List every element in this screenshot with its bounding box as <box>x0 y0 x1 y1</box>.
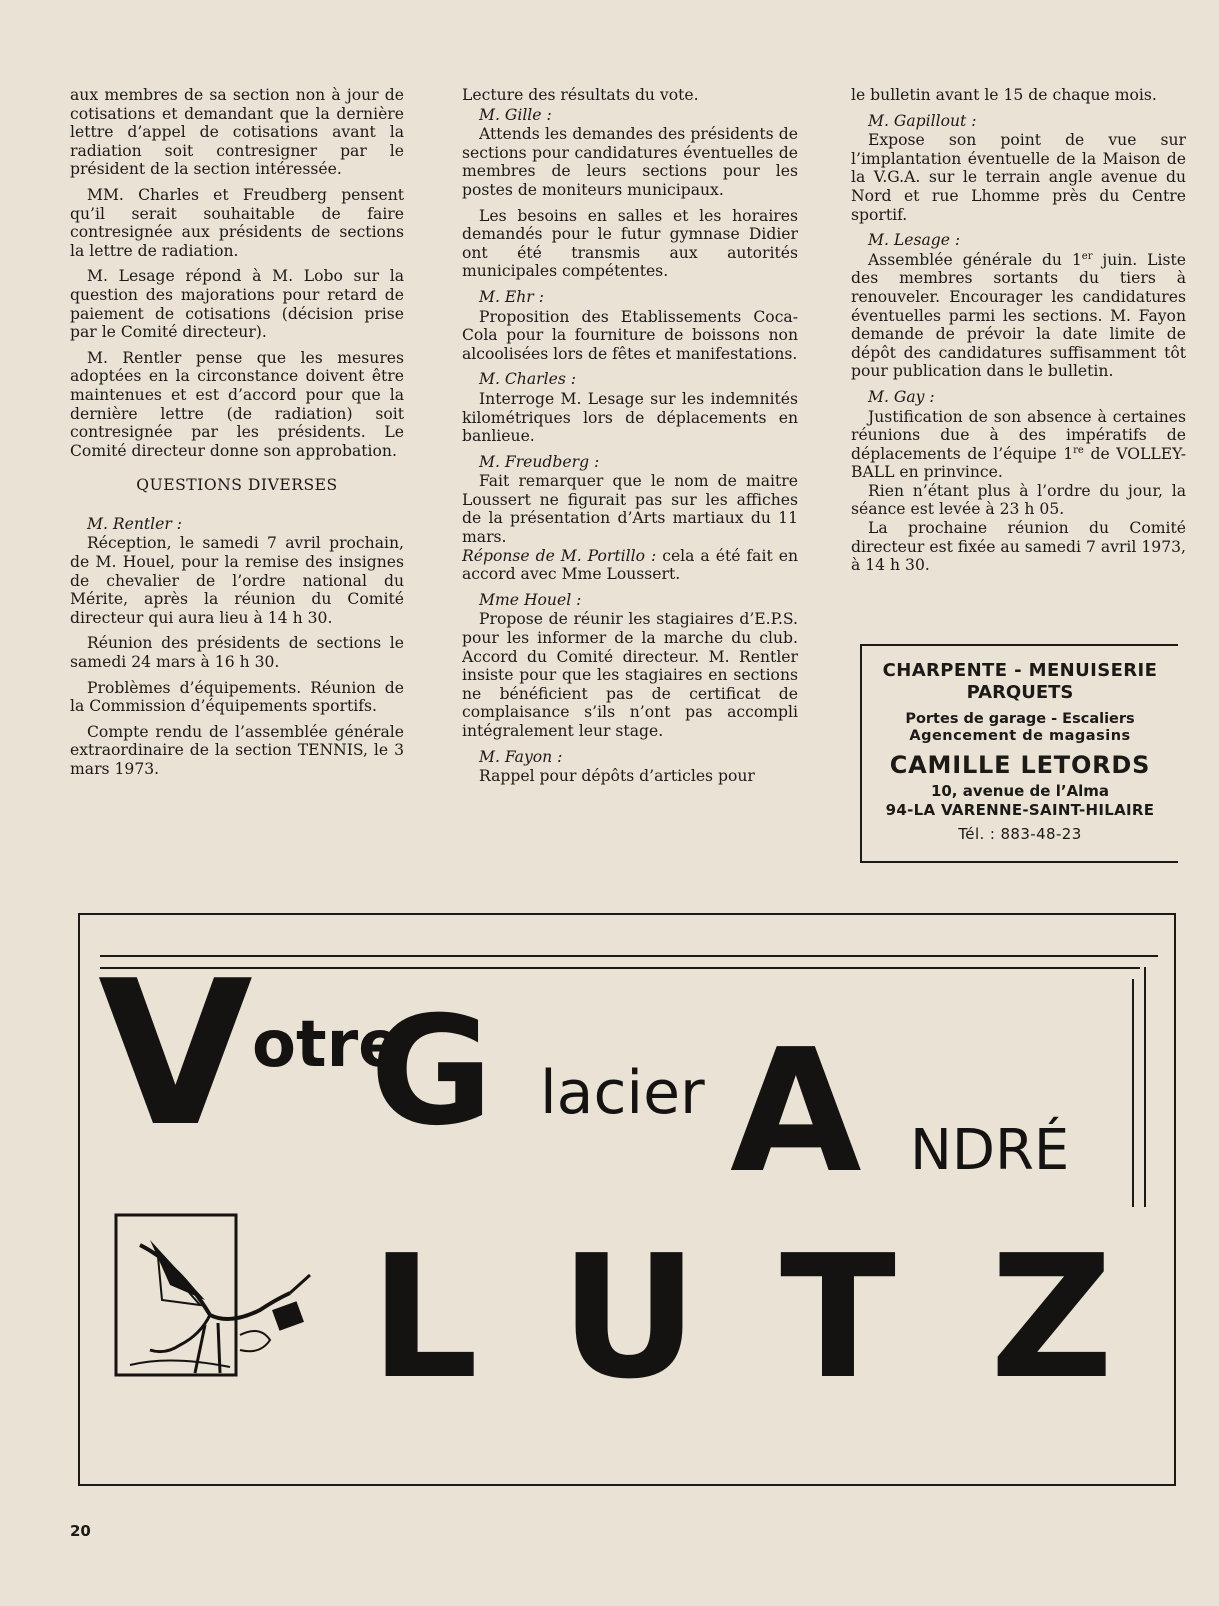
headline-word: NDRÉ <box>910 1118 1070 1183</box>
ad-company-name: CAMILLE LETORDS <box>889 751 1151 779</box>
paragraph: M. Lesage répond à M. Lobo sur la question des majorations pour retard de paiement de cotisations (décision prise par le Comité directeur). <box>70 267 404 342</box>
paragraph: Réunion des présidents de sections le samedi 24 mars à 16 h 30. <box>70 634 404 672</box>
headline-word: otre <box>252 1008 402 1082</box>
paragraph <box>462 472 798 546</box>
speaker-label: M. Gille : <box>479 105 552 124</box>
superscript: er <box>1081 250 1093 262</box>
speaker-label: M. Charles : <box>479 370 577 389</box>
speaker-label: M. Gapillout : <box>868 111 977 130</box>
headline-initial: G <box>370 985 494 1159</box>
paragraph: Lecture des résultats du vote. <box>462 86 699 104</box>
section-heading: QUESTIONS DIVERSES <box>136 476 338 495</box>
paragraph: Problèmes d’équipements. Réunion de la Commission d’équipements sportifs. <box>70 678 404 716</box>
ad-phone: Tél. : 883-48-23 <box>958 825 1082 843</box>
decorative-rule <box>100 967 1140 969</box>
ad-line: Agencement de magasins <box>909 728 1131 744</box>
decorative-rule <box>1132 979 1134 1207</box>
paragraph <box>851 408 1186 482</box>
ad-line: CHARPENTE - MENUISERIE <box>882 660 1158 681</box>
reply-label: Réponse de M. Portillo : <box>462 546 657 565</box>
paragraph: Attends les demandes des présidents de sections pour candidatures éventuelles de membres de leurs sections pour les postes de moniteurs municipaux. <box>462 125 798 199</box>
article-column-3 <box>851 86 1186 582</box>
glacier-andre-lutz-ad <box>78 913 1176 1486</box>
paragraph: Proposition des Etablissements Coca-Cola pour la fourniture de boissons non alcoolisées lors de fêtes et manifestations. <box>462 307 798 363</box>
paragraph: MM. Charles et Freudberg pensent qu’il serait souhaitable de faire contresignée aux présidents de sections la lettre de radiation. <box>70 185 404 260</box>
paragraph-text: Justification de son absence à certaines réunions due à des impératifs de déplacements de l’équipe 1 <box>851 407 1186 463</box>
paragraph: Réception, le samedi 7 avril prochain, de M. Houel, pour la remise des insignes de chevalier de l’ordre national du Mérite, après la réunion du Comité directeur qui aura lieu à 14 h 30. <box>70 534 404 627</box>
speaker-label: M. Ehr : <box>479 287 544 306</box>
paragraph: La prochaine réunion du Comité directeur est fixée au samedi 7 avril 1973, à 14 h 30. <box>851 519 1186 575</box>
headline-initial: V <box>98 938 253 1171</box>
paragraph: Propose de réunir les stagiaires d’E.P.S. pour les informer de la marche du club. Accord du Comité directeur. M. Rentler insiste pour que les stagiaires en sections ne bénéficient pas de certificat de complaisance s’ils n’ont pas accompli intégralement leur stage. <box>462 610 798 740</box>
paragraph-text: juin. Liste des membres sortants du tiers à renouveler. Encourager les candidatures éventuelles parmi les sections. M. Fayon demande de prévoir la date limite de dépôt des candidatures suffisamment tôt pour publication dans le bulletin. <box>851 250 1186 381</box>
page-number: 20 <box>70 1522 91 1540</box>
speaker-label: M. Fayon : <box>479 747 563 766</box>
speaker-label: M. Lesage : <box>868 231 961 250</box>
paragraph <box>851 251 1186 381</box>
speaker-label: M. Rentler : <box>87 514 183 533</box>
ad-line: PARQUETS <box>966 682 1074 703</box>
ad-line: Portes de garage - Escaliers <box>905 711 1135 727</box>
headline-initial: A <box>730 1013 862 1211</box>
paragraph-text: Assemblée générale du 1 <box>868 250 1082 269</box>
reply-paragraph <box>462 547 798 584</box>
article-column-2 <box>462 86 798 793</box>
paragraph: le bulletin avant le 15 de chaque mois. <box>851 86 1157 104</box>
paragraph-text: Fait remarquer que le nom de maitre Loussert ne figurait pas sur les affiches de la présentation d’Arts martiaux du 11 mars. <box>462 472 798 547</box>
ad-address: 10, avenue de l’Alma <box>930 782 1110 800</box>
decorative-rule <box>1144 967 1146 1207</box>
stork-icon <box>110 1205 320 1385</box>
ad-address: 94-LA VARENNE-SAINT-HILAIRE <box>885 801 1155 819</box>
headline-word: lacier <box>540 1058 705 1128</box>
decorative-rule <box>100 955 1158 957</box>
reply-text: cela a été fait en accord avec Mme Loussert. <box>462 546 798 584</box>
paragraph: Compte rendu de l’assemblée générale extraordinaire de la section TENNIS, le 3 mars 1973. <box>70 722 404 778</box>
speaker-label: M. Gay : <box>868 387 935 406</box>
superscript: re <box>1073 444 1084 456</box>
paragraph: M. Rentler pense que les mesures adoptées en la circonstance doivent être maintenues et est d’accord pour que la dernière lettre (de radiation) soit contresignée par les présidents. Le Comité directeur donne son approbation. <box>70 348 404 460</box>
paragraph: Rien n’étant plus à l’ordre du jour, la séance est levée à 23 h 05. <box>851 481 1186 519</box>
lutz-letter: L <box>370 1219 479 1417</box>
speaker-label: M. Freudberg : <box>479 452 600 471</box>
paragraph: aux membres de sa section non à jour de cotisations et demandant que la dernière lettre d’appel de cotisations avant la radiation soit contresigner par le président de la section intéressée. <box>70 86 404 179</box>
paragraph-text: de VOLLEY-BALL en prinvince. <box>851 444 1186 482</box>
camille-letords-ad <box>860 644 1178 863</box>
paragraph: Rappel pour dépôts d’articles pour <box>479 767 755 786</box>
paragraph: Expose son point de vue sur l’implantation éventuelle de la Maison de la V.G.A. sur le terrain angle avenue du Nord et rue Lhomme près du Centre sportif. <box>851 131 1186 224</box>
lutz-letter: U <box>560 1219 699 1417</box>
lutz-letter: T <box>780 1219 896 1417</box>
speaker-label: Mme Houel : <box>479 590 582 609</box>
lutz-letter: Z <box>990 1219 1114 1417</box>
article-column-1 <box>70 86 404 786</box>
paragraph: Les besoins en salles et les horaires demandés pour le futur gymnase Didier ont été transmis aux autorités municipales compétentes. <box>462 206 798 281</box>
paragraph: Interroge M. Lesage sur les indemnités kilométriques lors de déplacements en banlieue. <box>462 389 798 446</box>
